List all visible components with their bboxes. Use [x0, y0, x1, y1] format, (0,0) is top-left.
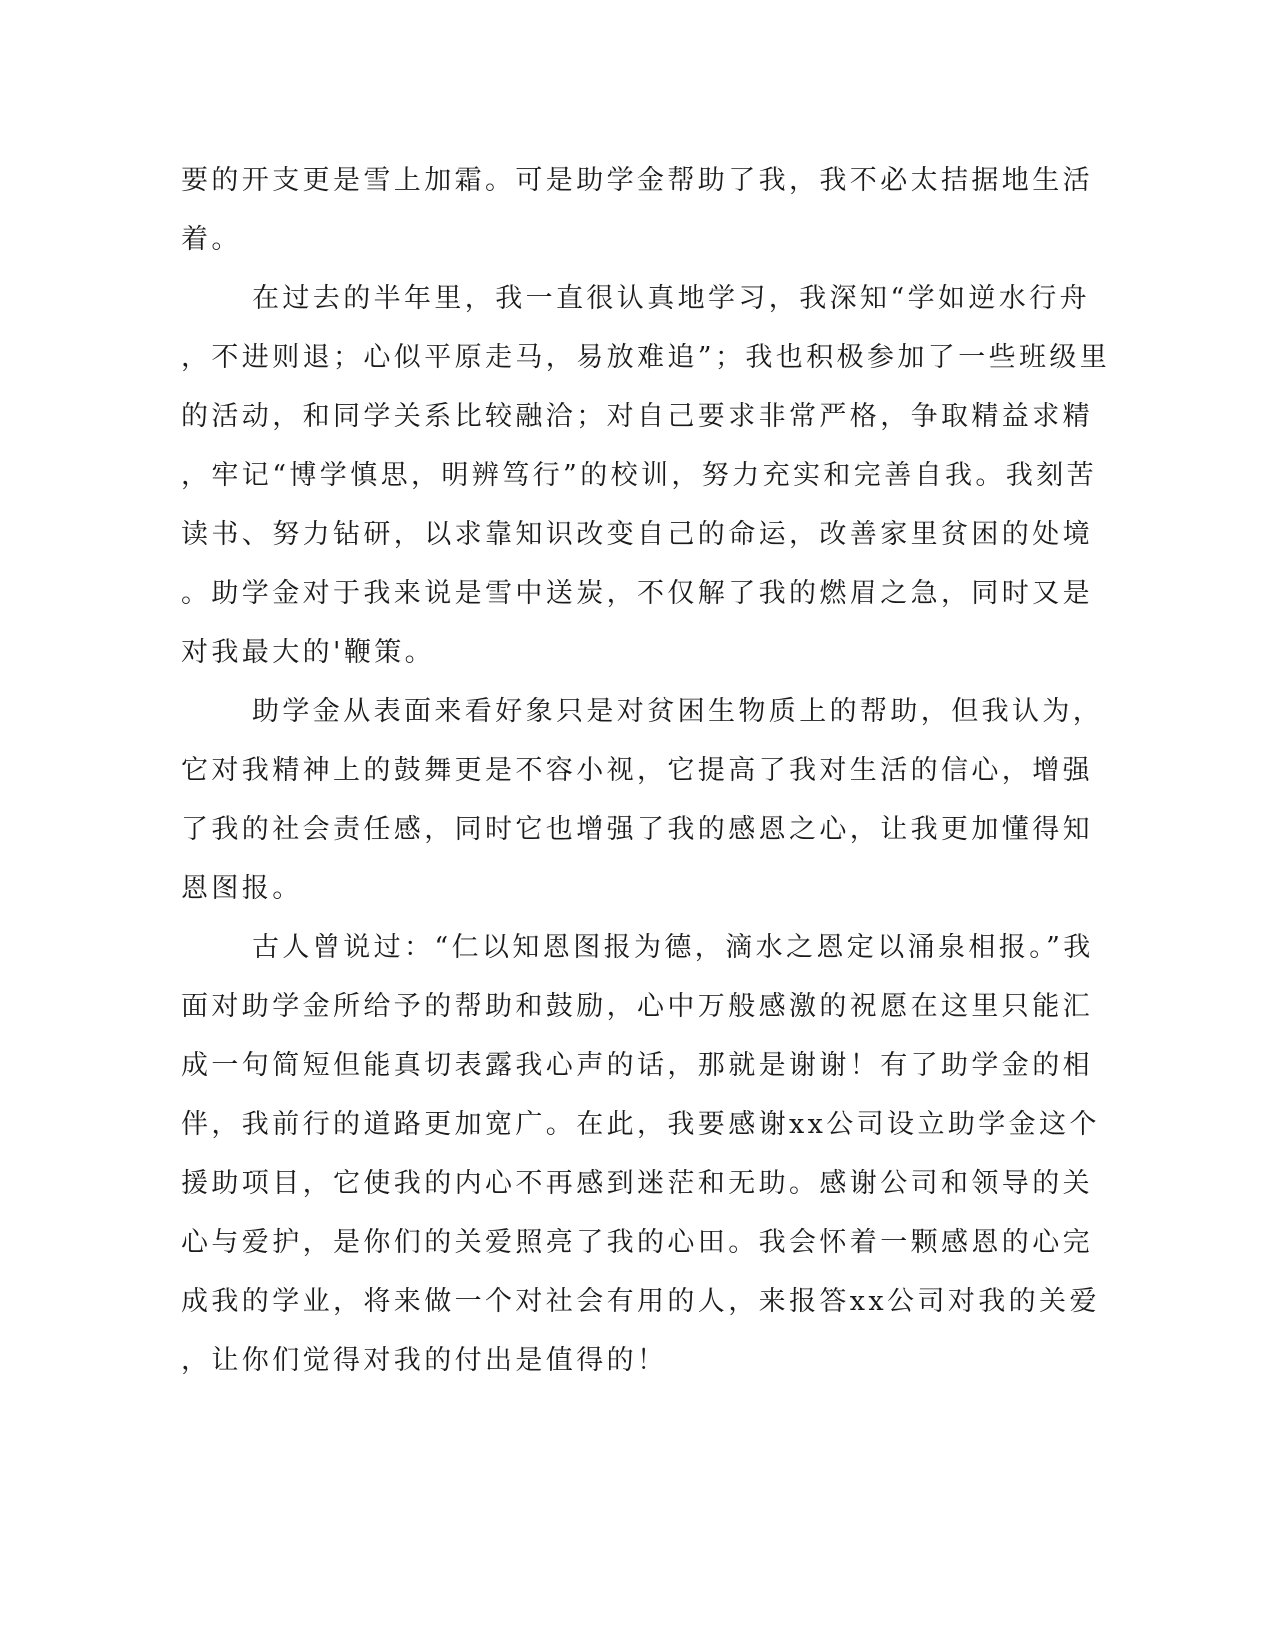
- text-line-19: 心与爱护，是你们的关爱照亮了我的心田。我会怀着一颗感恩的心完: [181, 1227, 1093, 1258]
- text-line-8: 。助学金对于我来说是雪中送炭，不仅解了我的燃眉之急，同时又是: [181, 578, 1093, 609]
- text-line-21: ，让你们觉得对我的付出是值得的！: [181, 1345, 668, 1376]
- text-line-12: 了我的社会责任感，同时它也增强了我的感恩之心，让我更加懂得知: [181, 814, 1093, 845]
- text-line-4: ，不进则退；心似平原走马，易放难追”；我也积极参加了一些班级里: [181, 342, 1111, 373]
- paragraph-start-line: 助学金从表面来看好象只是对贫困生物质上的帮助，但我认为，: [252, 696, 1104, 727]
- text-line-7: 读书、努力钻研，以求靠知识改变自己的命运，改善家里贫困的处境: [181, 519, 1093, 550]
- text-line-17: 伴，我前行的道路更加宽广。在此，我要感谢xx公司设立助学金这个: [181, 1109, 1100, 1140]
- text-line-16: 成一句简短但能真切表露我心声的话，那就是谢谢！有了助学金的相: [181, 1050, 1093, 1081]
- text-line-5: 的活动，和同学关系比较融洽；对自己要求非常严格，争取精益求精: [181, 401, 1093, 432]
- text-line-9: 对我最大的'鞭策。: [181, 637, 436, 668]
- text-line-15: 面对助学金所给予的帮助和鼓励，心中万般感激的祝愿在这里只能汇: [181, 991, 1093, 1022]
- text-line-13: 恩图报。: [181, 873, 303, 904]
- text-line-1: 要的开支更是雪上加霜。可是助学金帮助了我，我不必太拮据地生活: [181, 165, 1093, 196]
- paragraph-start-line: 古人曾说过：“仁以知恩图报为德，滴水之恩定以涌泉相报。”我: [252, 932, 1094, 963]
- text-line-20: 成我的学业，将来做一个对社会有用的人，来报答xx公司对我的关爱: [181, 1286, 1100, 1317]
- text-line-11: 它对我精神上的鼓舞更是不容小视，它提高了我对生活的信心，增强: [181, 755, 1093, 786]
- text-line-18: 援助项目，它使我的内心不再感到迷茫和无助。感谢公司和领导的关: [181, 1168, 1093, 1199]
- text-line-2: 着。: [181, 224, 242, 255]
- text-line-6: ，牢记“博学慎思，明辨笃行”的校训，努力充实和完善自我。我刻苦: [181, 460, 1098, 491]
- paragraph-start-line: 在过去的半年里，我一直很认真地学习，我深知“学如逆水行舟: [252, 283, 1091, 314]
